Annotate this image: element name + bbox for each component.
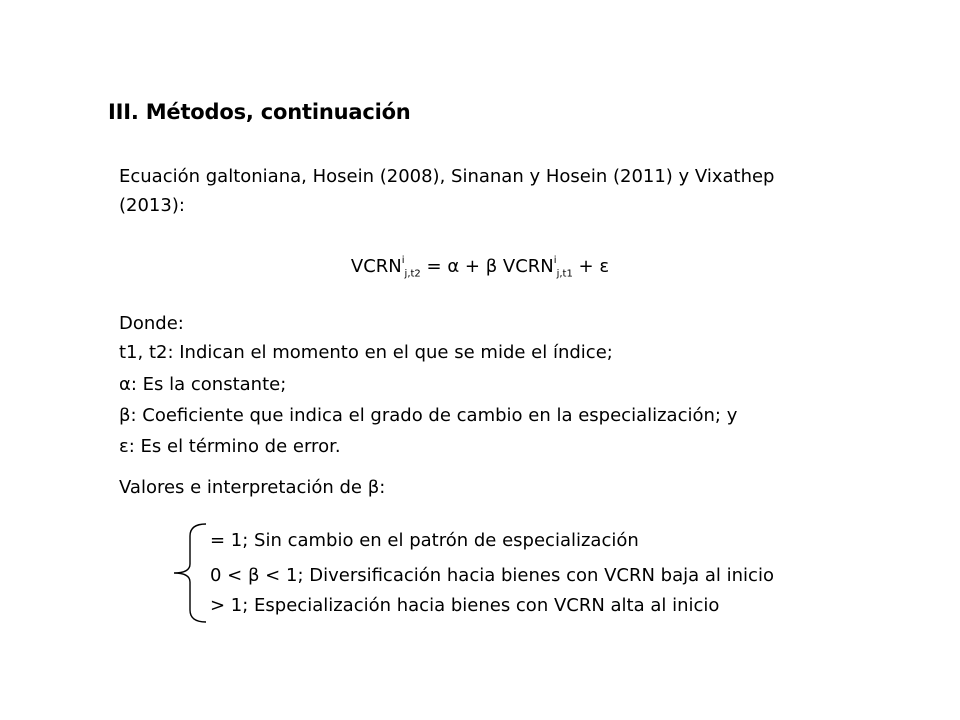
beta-option-between-zero-one: 0 < β < 1; Diversificación hacia bienes con VCRN baja al inicio [210, 565, 774, 586]
equation-rhs-superscript: i [553, 255, 557, 266]
definition-epsilon: ε: Es el término de error. [119, 436, 341, 457]
galton-equation [0, 255, 960, 280]
values-heading: Valores e interpretación de β: [119, 477, 386, 498]
equation-lhs-subscript: j,t2 [404, 268, 421, 280]
intro-text-line-1: Ecuación galtoniana, Hosein (2008), Sinanan y Hosein (2011) y Vixathep [119, 166, 775, 187]
equation-lhs-base: VCRN [350, 256, 402, 277]
left-brace-icon [172, 522, 208, 624]
beta-option-greater-one: > 1; Especialización hacia bienes con VCRN alta al inicio [210, 595, 720, 616]
equation-lhs-superscript: i [401, 255, 405, 266]
slide-title: III. Métodos, continuación [108, 100, 411, 124]
equation-rhs-subscript: j,t1 [556, 268, 573, 280]
definitions-heading: Donde: [119, 313, 184, 334]
intro-text-line-2: (2013): [119, 195, 185, 216]
definition-beta: β: Coeficiente que indica el grado de cambio en la especialización; y [119, 405, 738, 426]
definition-t: t1, t2: Indican el momento en el que se mide el índice; [119, 342, 613, 363]
equation-tail: + ε [572, 256, 610, 277]
equation-middle: = α + β VCRN [420, 256, 554, 277]
definition-alpha: α: Es la constante; [119, 374, 287, 395]
beta-option-equal-one: = 1; Sin cambio en el patrón de especialización [210, 530, 639, 551]
